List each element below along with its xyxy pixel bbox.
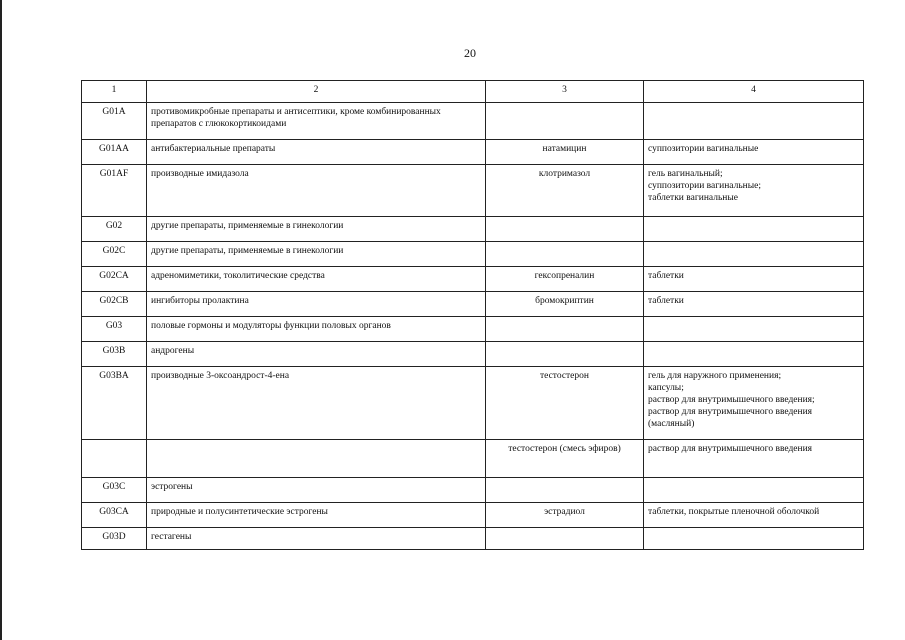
table-row <box>82 140 864 165</box>
dosage-form-cell <box>644 217 864 242</box>
dosage-form-cell <box>644 528 864 550</box>
group-cell: другие препараты, применяемые в гинекологии <box>147 242 486 267</box>
drug-cell: тестостерон (смесь эфиров) <box>486 440 644 478</box>
atc-code-cell: G03CA <box>82 503 147 528</box>
group-cell: другие препараты, применяемые в гинекологии <box>147 217 486 242</box>
table-header-row <box>82 81 864 103</box>
drug-cell <box>486 103 644 140</box>
table-row <box>82 242 864 267</box>
group-cell <box>147 440 486 478</box>
dosage-form-cell: гель для наружного применения; капсулы; раствор для внутримышечного введения; раствор для внутримышечного введения (масляный) <box>644 367 864 440</box>
dosage-form-cell <box>644 478 864 503</box>
page-edge-line <box>0 0 2 640</box>
table-row <box>82 528 864 550</box>
dosage-form-cell <box>644 103 864 140</box>
drug-table <box>81 80 864 550</box>
atc-code-cell: G03D <box>82 528 147 550</box>
column-header: 3 <box>486 81 644 103</box>
drug-cell: тестостерон <box>486 367 644 440</box>
drug-cell: бромокриптин <box>486 292 644 317</box>
dosage-form-cell <box>644 242 864 267</box>
table-row <box>82 317 864 342</box>
atc-code-cell: G02 <box>82 217 147 242</box>
dosage-form-cell: суппозитории вагинальные <box>644 140 864 165</box>
drug-cell <box>486 478 644 503</box>
atc-code-cell: G01AF <box>82 165 147 217</box>
atc-code-cell: G03BA <box>82 367 147 440</box>
drug-cell <box>486 242 644 267</box>
drug-cell: клотримазол <box>486 165 644 217</box>
table-row <box>82 503 864 528</box>
group-cell: противомикробные препараты и антисептики, кроме комбинированных препаратов с глюкокортикоидами <box>147 103 486 140</box>
drug-cell <box>486 528 644 550</box>
table-row <box>82 103 864 140</box>
atc-code-cell: G03C <box>82 478 147 503</box>
table-row <box>82 478 864 503</box>
group-cell: природные и полусинтетические эстрогены <box>147 503 486 528</box>
column-header: 2 <box>147 81 486 103</box>
dosage-form-cell: гель вагинальный; суппозитории вагинальные; таблетки вагинальные <box>644 165 864 217</box>
group-cell: половые гормоны и модуляторы функции половых органов <box>147 317 486 342</box>
group-cell: производные имидазола <box>147 165 486 217</box>
dosage-form-cell: раствор для внутримышечного введения <box>644 440 864 478</box>
table-row <box>82 292 864 317</box>
table-row <box>82 165 864 217</box>
dosage-form-cell <box>644 317 864 342</box>
dosage-form-cell: таблетки <box>644 292 864 317</box>
page-number: 20 <box>464 46 476 60</box>
drug-cell: гексопреналин <box>486 267 644 292</box>
drug-cell: эстрадиол <box>486 503 644 528</box>
group-cell: производные 3-оксоандрост-4-ена <box>147 367 486 440</box>
dosage-form-cell: таблетки, покрытые пленочной оболочкой <box>644 503 864 528</box>
group-cell: антибактериальные препараты <box>147 140 486 165</box>
atc-code-cell: G03 <box>82 317 147 342</box>
atc-code-cell: G02CB <box>82 292 147 317</box>
drug-cell: натамицин <box>486 140 644 165</box>
atc-code-cell <box>82 440 147 478</box>
table-row <box>82 217 864 242</box>
group-cell: андрогены <box>147 342 486 367</box>
drug-cell <box>486 217 644 242</box>
table-row <box>82 440 864 478</box>
atc-code-cell: G03B <box>82 342 147 367</box>
group-cell: гестагены <box>147 528 486 550</box>
column-header: 1 <box>82 81 147 103</box>
group-cell: эстрогены <box>147 478 486 503</box>
atc-code-cell: G02C <box>82 242 147 267</box>
drug-cell <box>486 342 644 367</box>
group-cell: ингибиторы пролактина <box>147 292 486 317</box>
table-row <box>82 367 864 440</box>
column-header: 4 <box>644 81 864 103</box>
dosage-form-cell: таблетки <box>644 267 864 292</box>
drug-cell <box>486 317 644 342</box>
atc-code-cell: G01AA <box>82 140 147 165</box>
atc-code-cell: G02CA <box>82 267 147 292</box>
table-row <box>82 267 864 292</box>
table-row <box>82 342 864 367</box>
dosage-form-cell <box>644 342 864 367</box>
group-cell: адреномиметики, токолитические средства <box>147 267 486 292</box>
atc-code-cell: G01A <box>82 103 147 140</box>
